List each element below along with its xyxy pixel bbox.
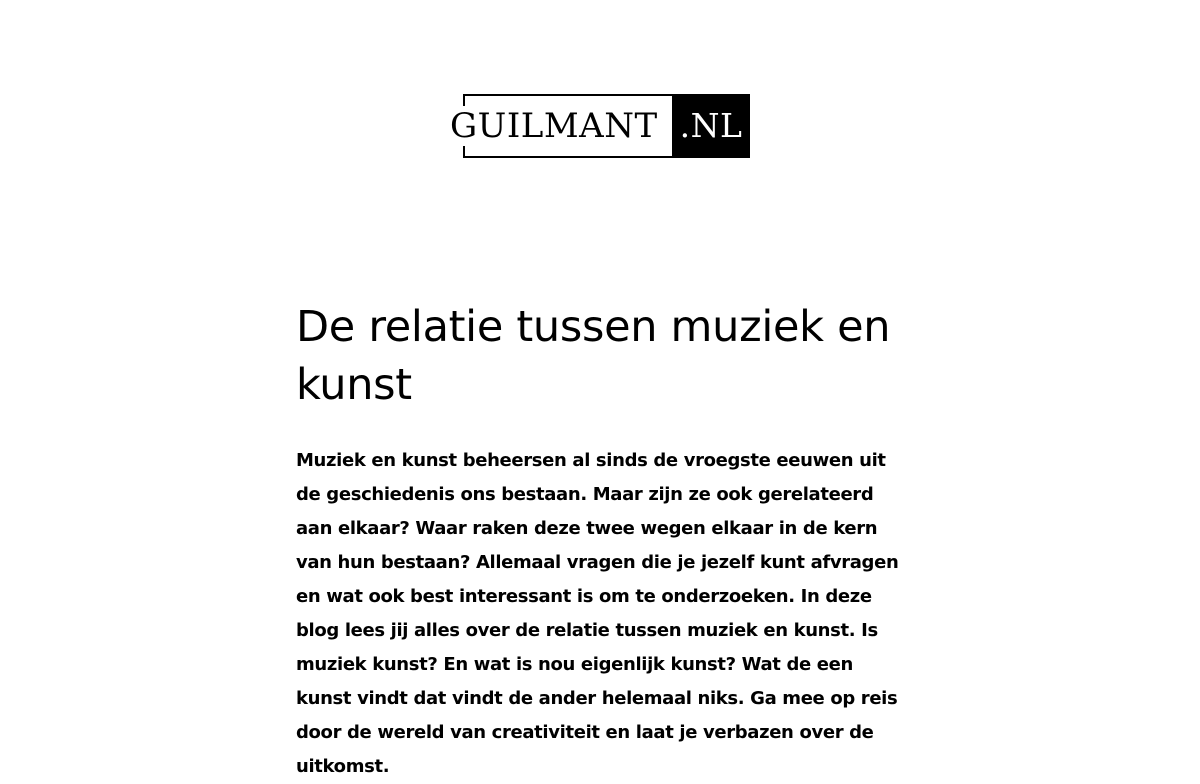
logo-name: GUILMANT: [450, 106, 664, 146]
article: [296, 298, 908, 784]
logo-tld: .NL: [672, 94, 750, 158]
article-title: De relatie tussen muziek en kunst: [296, 302, 891, 410]
site-logo[interactable]: [450, 94, 750, 158]
article-intro: Muziek en kunst beheersen al sinds de vroegste eeuwen uit de geschiedenis ons bestaan. Maar zijn ze ook gerelateerd aan elkaar? Waar raken deze twee wegen elkaar in de kern van hun bestaan? Allemaal vragen die je jezelf kunt afvragen en wat ook best interessant is om te onderzoeken. In deze blog lees jij alles over de relatie tussen muziek en kunst. Is muziek kunst? En wat is nou eigenlijk kunst? Wat de een kunst vindt dat vindt de ander helemaal niks. Ga mee op reis door de wereld van creativiteit en laat je verbazen over de uitkomst.: [296, 450, 899, 777]
